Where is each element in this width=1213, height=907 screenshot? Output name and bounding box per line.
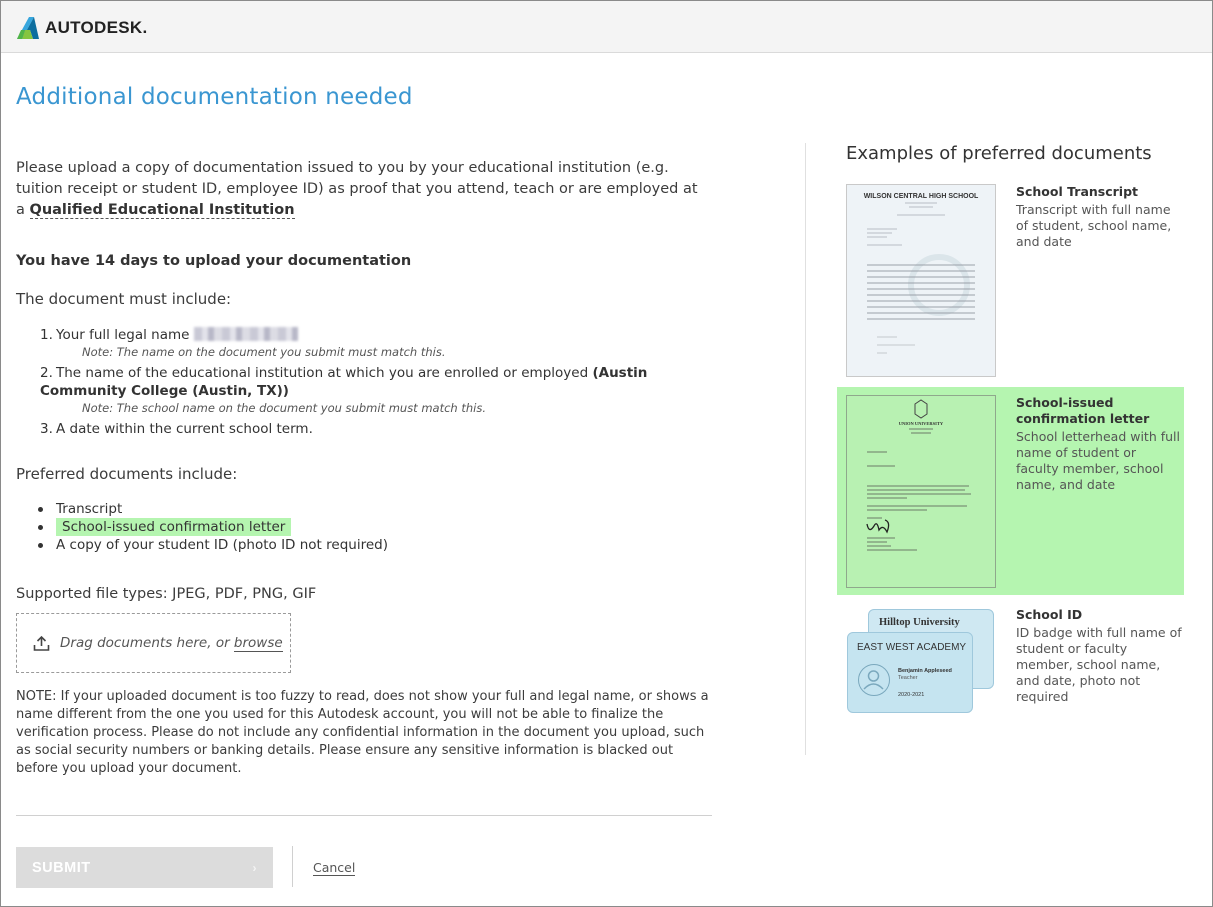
confirmation-letter-thumbnail: UNION UNIVERSITY (846, 395, 996, 588)
chevron-right-icon: › (252, 860, 257, 875)
redacted-name (194, 327, 298, 341)
page-title: Additional documentation needed (16, 84, 413, 110)
example-transcript: School Transcript Transcript with full name of student, school name, and date (1016, 184, 1172, 249)
list-item (38, 518, 388, 536)
requirement-item: 3. A date within the current school term. (40, 421, 313, 437)
divider (16, 815, 712, 816)
autodesk-logo-icon (16, 16, 40, 40)
list-item: A copy of your student ID (photo ID not required) (38, 536, 388, 554)
preferred-docs-list (38, 500, 388, 554)
example-school-id: School ID ID badge with full name of student or faculty member, school name, and date, photo not required (1016, 607, 1182, 704)
upload-dropzone[interactable] (16, 613, 291, 673)
brand-name: AUTODESK. (45, 18, 148, 37)
qualified-institution-link[interactable]: Qualified Educational Institution (29, 202, 295, 218)
intro-block (16, 158, 716, 221)
preferred-heading: Preferred documents include: (16, 465, 238, 483)
requirement-item: 2. The name of the educational institution at which you are enrolled or employed (Austin Community College (Austin, TX)) Note: The school name on the document you submit must match this. (40, 364, 720, 416)
example-confirmation-letter: School-issued confirmation letter School letterhead with full name of student or faculty member, school name, and date (1016, 395, 1180, 492)
upload-note: NOTE: If your uploaded document is too fuzzy to read, does not show your full and legal name, or shows a name different from the one you used for this Autodesk account, you will not be able to finalize the verification process. Please do not include any confidential information in the document you upload, such as social security numbers or banking details. Please ensure any sensitive information is blacked out before you upload your document. (16, 689, 709, 776)
id-card-front: EAST WEST ACADEMY Benjamin Appleseed Teacher 2020-2021 (847, 632, 973, 713)
top-bar (1, 1, 1212, 53)
dropzone-text: Drag documents here, or browse (60, 635, 283, 651)
file-types-text: Supported file types: JPEG, PDF, PNG, GIF (16, 586, 317, 602)
transcript-thumbnail: WILSON CENTRAL HIGH SCHOOL (846, 184, 996, 377)
intro-text: Please upload a copy of documentation issued to you by your educational institution (e.g. tuition receipt or student ID, employee ID) as proof that you attend, teach or are employed at a Qualified Educational Institution (16, 160, 698, 218)
requirement-note: Note: The school name on the document you submit must match this. (82, 401, 487, 415)
examples-heading: Examples of preferred documents (846, 143, 1152, 164)
browse-link[interactable]: browse (233, 635, 283, 651)
upload-icon (33, 635, 50, 652)
submit-button[interactable]: SUBMIT › (16, 847, 273, 888)
list-item: Transcript (38, 500, 388, 518)
autodesk-logo[interactable] (16, 16, 148, 40)
requirement-note: Note: The name on the document you submit must match this. (82, 345, 446, 359)
requirements-list (40, 326, 720, 442)
column-divider (805, 143, 806, 755)
divider (292, 846, 293, 887)
cancel-link[interactable]: Cancel (313, 860, 356, 875)
highlighted-item: School-issued confirmation letter (56, 518, 291, 536)
requirement-item: 1. Your full legal name Note: The name on the document you submit must match this. (40, 326, 720, 360)
avatar-icon (858, 664, 890, 696)
id-card-back: Hilltop University (868, 609, 994, 689)
institution-name: (Austin Community College (Austin, TX)) (40, 365, 648, 399)
must-include-heading: The document must include: (16, 290, 232, 308)
deadline-text: You have 14 days to upload your documentation (16, 253, 412, 269)
